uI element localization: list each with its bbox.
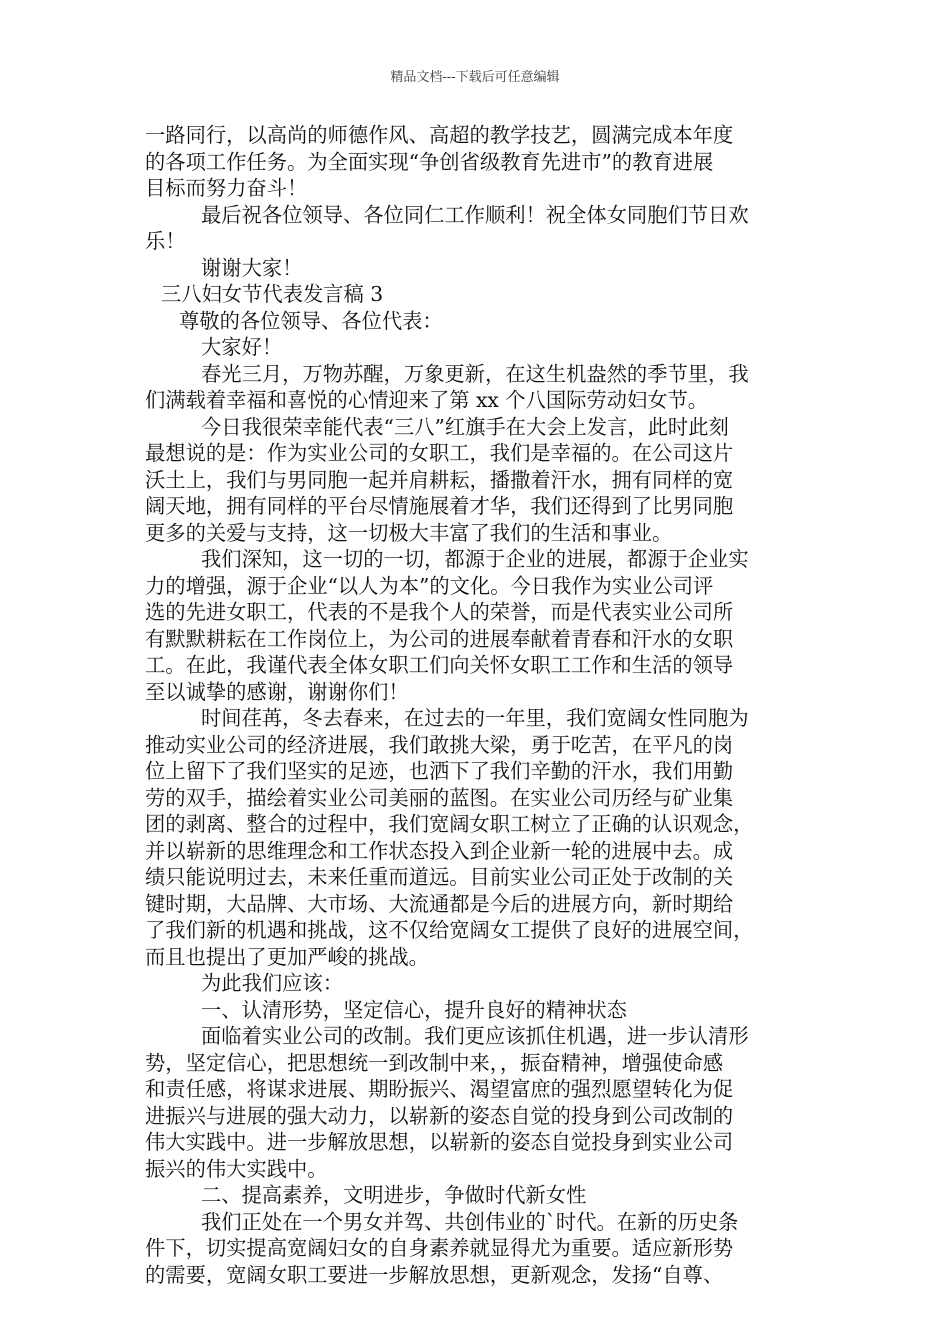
text-line: 沃土上，我们与男同胞一起并肩耕耘，播撒着汗水，拥有同样的宽 <box>145 467 734 492</box>
text-line: 工。在此，我谨代表全体女职工们向关怀女职工工作和生活的领导 <box>145 653 734 677</box>
text-line: 了我们新的机遇和挑战，这不仅给宽阔女工提供了良好的进展空间， <box>145 918 754 942</box>
text-line: 面临着实业公司的改制。我们更应该抓住机遇，进一步认清形 <box>201 1024 749 1048</box>
text-line: 和责任感，将谋求进展、期盼振兴、渴望富庶的强烈愿望转化为促 <box>145 1077 734 1101</box>
text-line: 至以诚挚的感谢，谢谢你们！ <box>145 679 409 704</box>
text-line: 时间荏苒，冬去春来，在过去的一年里，我们宽阔女性同胞为 <box>201 706 749 730</box>
text-line: 件下，切实提高宽阔妇女的自身素养就显得尤为重要。适应新形势 <box>145 1236 734 1260</box>
text-line: 而且也提出了更加严峻的挑战。 <box>145 944 429 969</box>
text-line: 力的增强，源于企业“以人为本”的文化。今日我作为实业公司评 <box>145 573 714 598</box>
text-line: 阔天地，拥有同样的平台尽情施展着才华，我们还得到了比男同胞 <box>145 494 734 518</box>
text-line: 伟大实践中。进一步解放思想，以崭新的姿态自觉投身到实业公司 <box>145 1130 734 1154</box>
text-line: 我们深知，这一切的一切，都源于企业的进展，都源于企业实 <box>201 547 749 571</box>
text-line: 键时期，大品牌、大市场、大流通都是今后的进展方向，新时期给 <box>145 891 734 916</box>
text-line: 尊敬的各位领导、各位代表： <box>179 308 443 333</box>
text-line: 二、提高素养，文明进步，争做时代新女性 <box>201 1183 587 1207</box>
text-line: 并以崭新的思维理念和工作状态投入到企业新一轮的进展中去。成 <box>145 838 734 863</box>
text-line: 位上留下了我们坚实的足迹，也洒下了我们辛勤的汗水，我们用勤 <box>145 759 734 783</box>
text-line: 的各项工作任务。为全面实现“争创省级教育先进市”的教育进展 <box>145 149 714 174</box>
document-body <box>145 122 810 1288</box>
text-line: 一、认清形势，坚定信心，提升良好的精神状态 <box>201 997 627 1022</box>
text-line: 今日我很荣幸能代表“三八”红旗手在大会上发言，此时此刻 <box>201 414 729 439</box>
text-line: 目标而努力奋斗！ <box>145 176 308 200</box>
text-line: 乐！ <box>145 229 186 253</box>
text-line: 势，坚定信心，把思想统一到改制中来，，振奋精神，增强使命感 <box>145 1050 724 1075</box>
page-header: 精品文档---下载后可任意编辑 <box>390 70 560 85</box>
text-line: 的需要，宽阔女职工要进一步解放思想，更新观念，发扬“自尊、 <box>145 1262 724 1287</box>
text-line: 推动实业公司的经济进展，我们敢挑大梁，勇于吃苦，在平凡的岗 <box>145 732 734 757</box>
text-line: 绩只能说明过去，未来任重而道远。目前实业公司正处于改制的关 <box>145 865 734 889</box>
text-line: 谢谢大家！ <box>201 255 303 280</box>
text-line: 最想说的是：作为实业公司的女职工，我们是幸福的。在公司这片 <box>145 441 734 465</box>
text-line: 劳的双手，描绘着实业公司美丽的蓝图。在实业公司历经与矿业集 <box>145 785 734 810</box>
text-line: 我们正处在一个男女并驾、共创伟业的`时代。在新的历史条 <box>201 1209 739 1234</box>
text-line: 春光三月，万物苏醒，万象更新，在这生机盎然的季节里，我 <box>201 361 749 386</box>
text-line: 更多的关爱与支持，这一切极大丰富了我们的生活和事业。 <box>145 520 673 545</box>
text-line: 一路同行，以高尚的师德作风、高超的教学技艺，圆满完成本年度 <box>145 123 734 147</box>
text-line: 团的剥离、整合的过程中，我们宽阔女职工树立了正确的认识观念， <box>145 812 754 836</box>
text-line: 为此我们应该： <box>201 971 343 995</box>
text-line: 进振兴与进展的强大动力，以崭新的姿态自觉的投身到公司改制的 <box>145 1103 734 1128</box>
text-line: 振兴的伟大实践中。 <box>145 1156 328 1181</box>
text-line: 三八妇女节代表发言稿 3 <box>161 282 384 306</box>
text-line: 最后祝各位领导、各位同仁工作顺利！祝全体女同胞们节日欢 <box>201 202 749 227</box>
text-line: 们满载着幸福和喜悦的心情迎来了第 xx 个八国际劳动妇女节。 <box>145 388 709 412</box>
text-line: 大家好！ <box>201 335 283 359</box>
text-line: 选的先进女职工，代表的不是我个人的荣誉，而是代表实业公司所 <box>145 600 734 624</box>
text-line: 有默默耕耘在工作岗位上，为公司的进展奉献着青春和汗水的女职 <box>145 626 734 651</box>
